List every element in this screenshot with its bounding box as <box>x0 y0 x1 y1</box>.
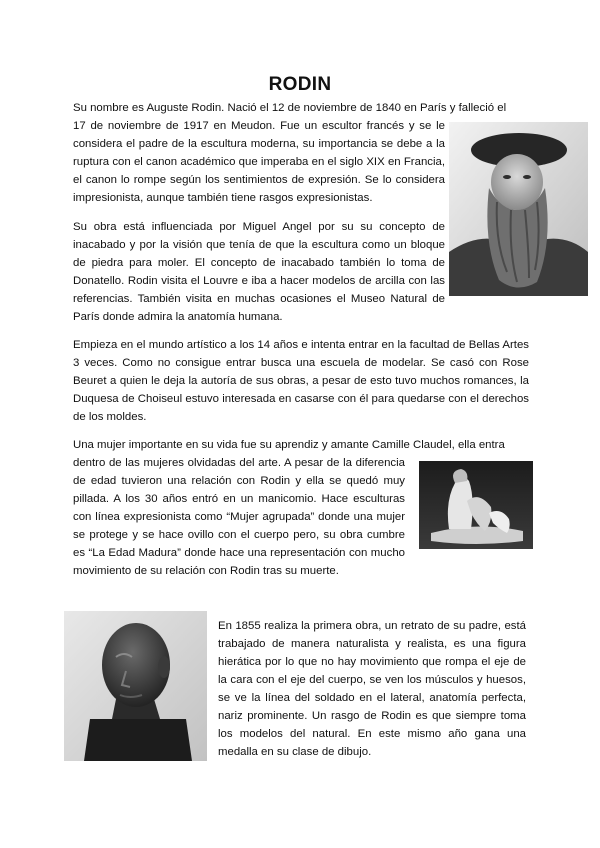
bust-of-father-photo <box>64 611 207 761</box>
paragraph-4-first-line: Una mujer importante en su vida fue su aprendiz y amante Camille Claudel, ella entra <box>73 439 505 451</box>
paragraph-2: Su obra está influenciada por Miguel Angel por su su concepto de inacabado y por la visión que tenía de que la escultura como un bloque de piedra para moler. El concepto de inacabado también lo toma de Donatello. Rodin visita el Louvre e iba a hacer modelos de arcilla con las referencias. También visita en muchas ocasiones el Museo Natural de París donde admira la anatomía humana. <box>73 221 445 323</box>
paragraph-3: Empieza en el mundo artístico a los 14 años e intenta entrar en la facultad de Bellas Artes 3 veces. Como no consigue entrar busca una escuela de modelar. Se casó con Rose Beuret a quien le deja la autoría de sus obras, a pesar de esto tuvo muchos romances, la Duquesa de Choiseul estuvo interesada en casarse con él para quedarse con el derechos de los moldes. <box>73 339 529 423</box>
paragraph-1: 17 de noviembre de 1917 en Meudon. Fue un escultor francés y se le considera el padre de la escultura moderna, su importancia se debe a la ruptura con el canon académico que imperaba en el siglo XIX en Francia, el canon lo rompe según los sentimientos de expresión. Se lo considera impresionista, aunque también tiene rasgos expresionistas. <box>73 120 445 204</box>
rodin-portrait-photo <box>449 122 588 296</box>
paragraph-5: En 1855 realiza la primera obra, un retrato de su padre, está trabajado de manera naturalista y realista, es una figura hierática por lo que no hay movimiento que rompa el eje de la cara con el eje del cuerpo, se ven los músculos y huesos, se ve la línea del soldado en el lateral, anatomía perfecta, nariz prominente. Un rasgo de Rodin es que siempre toma los modelos del natural. En este mismo año gana una medalla en su clase de dibujo. <box>218 620 526 758</box>
la-edad-madura-sculpture-photo <box>419 461 533 549</box>
paragraph-1-first-line: Su nombre es Auguste Rodin. Nació el 12 de noviembre de 1840 en París y falleció el <box>73 102 507 114</box>
page-title: RODIN <box>268 74 332 95</box>
paragraph-4: dentro de las mujeres olvidadas del arte. A pesar de la diferencia de edad tuvieron una relación con Rodin y ella se quedó muy pillada. A los 30 años entró en un manicomio. Hace esculturas con línea expresionista como “Mujer agrupada” donde una mujer se protege y se hace ovillo con el cuerpo pero, su obra cumbre es “La Edad Madura” donde hace una representación con mucho movimiento de su relación con Rodin tras su muerte. <box>73 457 405 577</box>
